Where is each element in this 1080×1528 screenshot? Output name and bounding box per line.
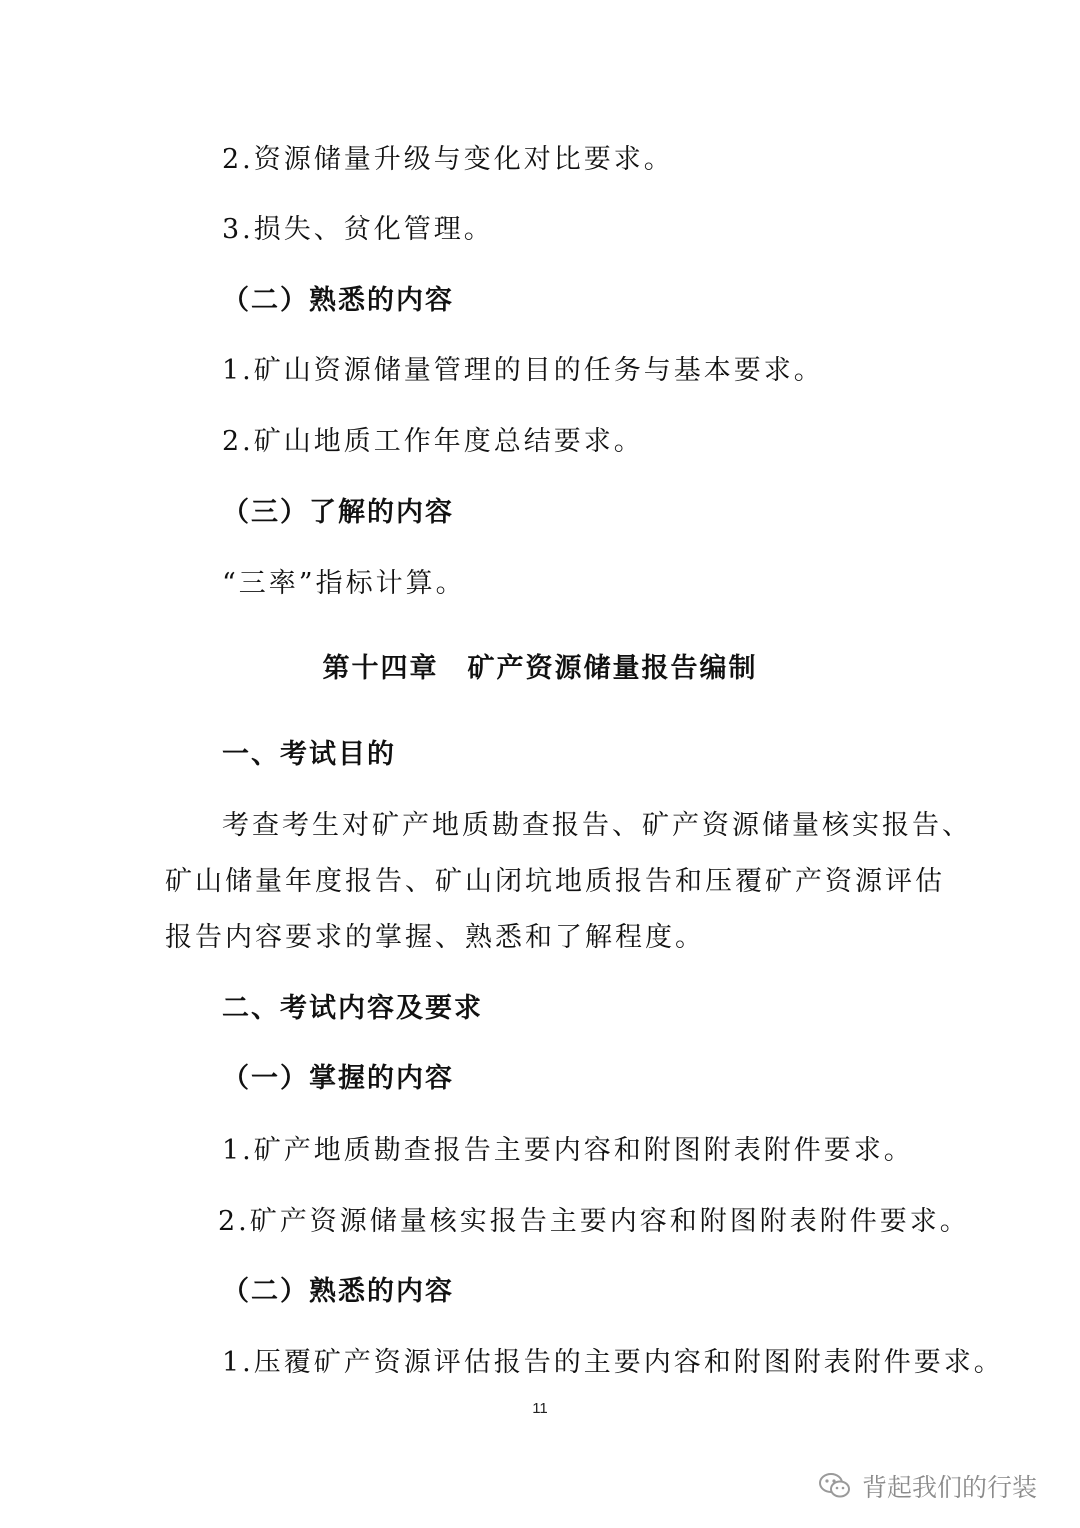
paragraph-line: 报告内容要求的掌握、熟悉和了解程度。 [165,922,705,953]
page-number: 11 [532,1400,548,1417]
text-line: 3.损失、贫化管理。 [222,214,494,245]
text-line: 2.矿山地质工作年度总结要求。 [222,426,644,457]
paragraph-line: 考查考生对矿产地质勘查报告、矿产资源储量核实报告、 [222,810,972,841]
text-line: 1.矿山资源储量管理的目的任务与基本要求。 [222,355,824,386]
chapter-title: 第十四章 矿产资源储量报告编制 [322,653,758,684]
subsection-heading: （一）掌握的内容 [222,1063,454,1094]
text-line: “三率”指标计算。 [222,568,466,599]
section-heading: 二、考试内容及要求 [222,993,483,1024]
text-line: 1.压覆矿产资源评估报告的主要内容和附图附表附件要求。 [222,1347,1004,1378]
subsection-heading: （二）熟悉的内容 [222,285,454,316]
paragraph-line: 矿山储量年度报告、矿山闭坑地质报告和压覆矿产资源评估 [165,866,945,897]
text-line: 1.矿产地质勘查报告主要内容和附图附表附件要求。 [222,1135,914,1166]
wechat-icon [818,1471,852,1501]
subsection-heading: （三）了解的内容 [222,497,454,528]
watermark-text: 背起我们的行装 [862,1473,1038,1502]
section-heading: 一、考试目的 [222,739,396,770]
subsection-heading: （二）熟悉的内容 [222,1276,454,1307]
watermark [818,1466,1037,1506]
text-line: 2.矿产资源储量核实报告主要内容和附图附表附件要求。 [218,1206,970,1237]
text-line: 2.资源储量升级与变化对比要求。 [222,144,674,175]
